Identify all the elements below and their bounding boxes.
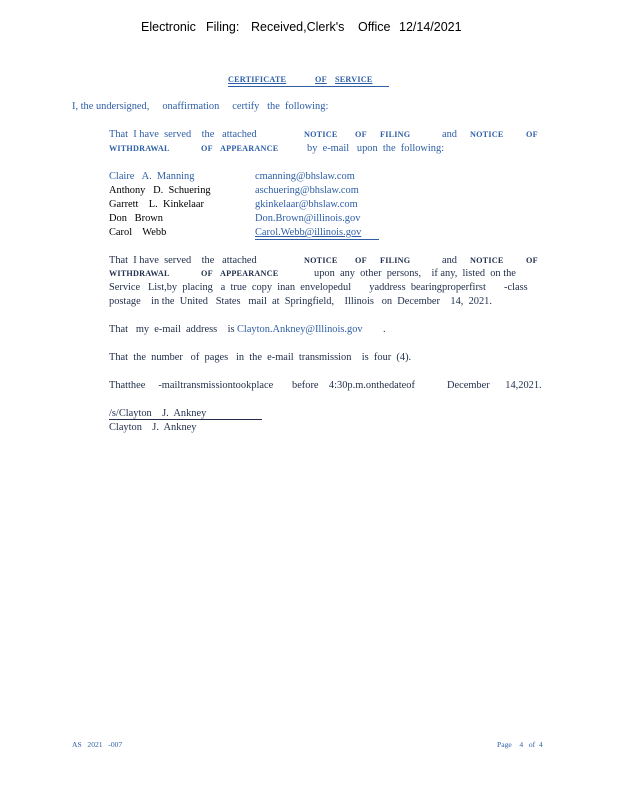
para1-notice2: NOTICE xyxy=(470,130,504,139)
title-of: OF xyxy=(315,75,327,84)
recipient-email-link[interactable]: cmanning@bhslaw.com xyxy=(255,171,355,182)
header-filing: Filing: xyxy=(206,20,240,34)
para2-line2-tail: upon any other persons, if any, listed on the xyxy=(314,268,516,279)
recipient-email-link[interactable]: aschuering@bhslaw.com xyxy=(255,185,359,196)
recipient-email-link[interactable]: Don.Brown@illinois.gov xyxy=(255,213,361,224)
header-received: Received,Clerk's xyxy=(251,20,345,34)
para2-line3: Service List,by placing a true copy inan envelopedul yaddress bearingproperfirst -class xyxy=(109,282,528,293)
para2-notice2: NOTICE xyxy=(470,256,504,265)
signer-name: Clayton J. Ankney xyxy=(109,422,197,433)
para1-and: and xyxy=(442,129,458,140)
para1-line1: That I have served the attached xyxy=(109,129,257,140)
recipient-email-link[interactable]: gkinkelaar@bhslaw.com xyxy=(255,199,358,210)
pages-para: That the number of pages in the e-mail transmission is four (4). xyxy=(109,352,412,363)
title-certificate: CERTIFICATE xyxy=(228,75,287,84)
header-electronic: Electronic xyxy=(141,20,196,34)
para2-of: OF xyxy=(355,256,367,265)
para2-withdrawal: WITHDRAWAL xyxy=(109,269,170,278)
signature-line: /s/Clayton J. Ankney xyxy=(109,408,207,419)
footer-page-number: Page 4 of 4 xyxy=(497,740,543,749)
recipient-name: Anthony D. Schuering xyxy=(109,185,211,196)
para2-of2: OF xyxy=(526,256,538,265)
para1-of3: OF xyxy=(201,144,213,153)
para2-and: and xyxy=(442,255,458,266)
email-para-prefix: That my e-mail address is xyxy=(109,324,235,335)
title-underline xyxy=(228,86,389,87)
para2-of3: OF xyxy=(201,269,213,278)
intro-text: I, the undersigned, onaffirmation certify the following: xyxy=(72,101,329,112)
para1-notice: NOTICE xyxy=(304,130,338,139)
para2-line1: That I have served the attached xyxy=(109,255,257,266)
time-para-part1: Thatthee -mailtransmissiontookplace xyxy=(109,380,274,391)
recipient-name: Claire A. Manning xyxy=(109,171,195,182)
header-date: 12/14/2021 xyxy=(399,20,462,34)
signature-underline xyxy=(109,419,262,420)
email-para-suffix: . xyxy=(383,324,386,335)
recipient-name: Don Brown xyxy=(109,213,163,224)
recipient-name: Garrett L. Kinkelaar xyxy=(109,199,204,210)
para2-filing: FILING xyxy=(380,256,411,265)
para1-line2-tail: by e-mail upon the following: xyxy=(307,143,445,154)
time-para-part2: before 4:30p.m.onthedateof xyxy=(292,380,415,391)
recipient-name: Carol Webb xyxy=(109,227,167,238)
para1-of2: OF xyxy=(526,130,538,139)
para2-appearance: APPEARANCE xyxy=(220,269,279,278)
sender-email-link[interactable]: Clayton.Ankney@Illinois.gov xyxy=(237,324,363,335)
para1-of: OF xyxy=(355,130,367,139)
para1-appearance: APPEARANCE xyxy=(220,144,279,153)
recipient-email-link[interactable]: Carol.Webb@illinois.gov xyxy=(255,227,362,238)
time-para-part3: December 14,2021. xyxy=(447,380,542,391)
footer-docket: AS 2021 -007 xyxy=(72,740,123,749)
title-service: SERVICE xyxy=(335,75,373,84)
email-underline xyxy=(255,239,379,240)
para2-line4: postage in the United States mail at Springfield, Illinois on December 14, 2021. xyxy=(109,296,492,307)
para2-notice: NOTICE xyxy=(304,256,338,265)
para1-withdrawal: WITHDRAWAL xyxy=(109,144,170,153)
header-office: Office xyxy=(358,20,391,34)
para1-filing: FILING xyxy=(380,130,411,139)
